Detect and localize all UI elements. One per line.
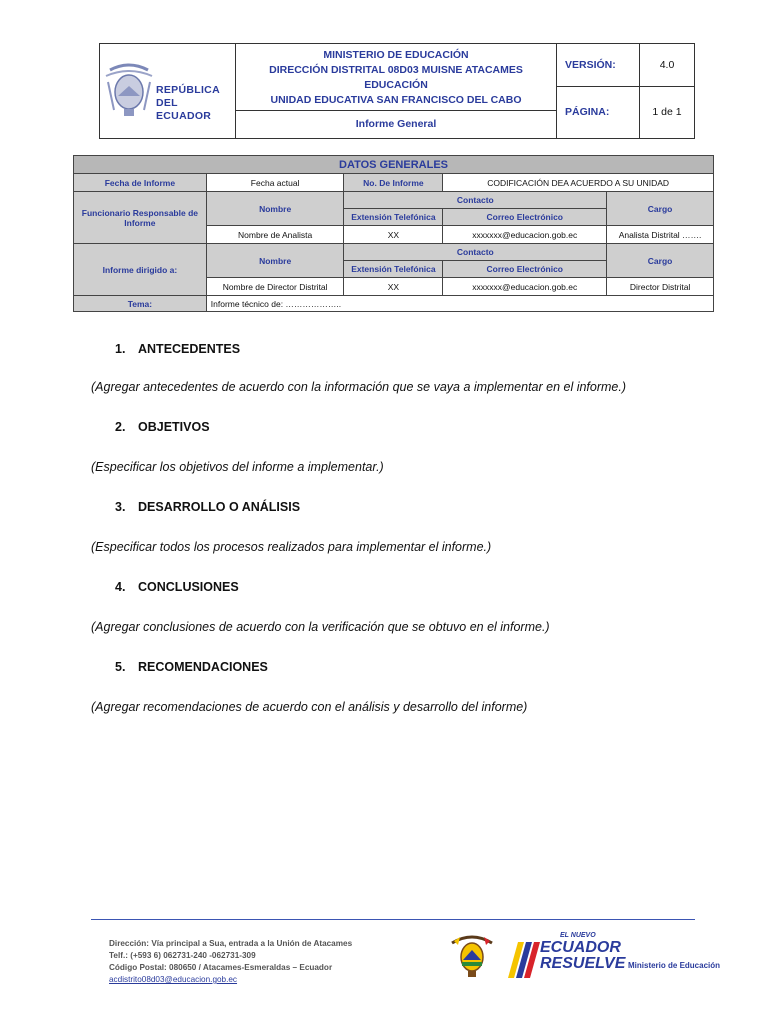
section-heading: OBJETIVOS (138, 420, 210, 434)
section-body-desarrollo: (Especificar todos los procesos realizados para implementar el informe.) (91, 540, 492, 554)
section-title-objetivos (115, 420, 210, 434)
brand-wordmark (540, 932, 625, 972)
dirigido-contacto-header: Contacto (344, 244, 607, 261)
document-header (99, 43, 695, 139)
footer-address (109, 938, 352, 986)
section-title-desarrollo (115, 500, 300, 514)
section-heading: RECOMENDACIONES (138, 660, 268, 674)
institution-line-1: MINISTERIO DE EDUCACIÓN (323, 49, 469, 61)
logo-cell (100, 44, 236, 138)
institution-names (236, 44, 556, 111)
tema-value: Informe técnico de: ……………….. (206, 296, 713, 312)
section-heading: CONCLUSIONES (138, 580, 239, 594)
dirigido-extension-header: Extensión Telefónica (344, 261, 443, 278)
doc-type: Informe General (355, 118, 437, 130)
no-informe-value: CODIFICACIÓN DEA ACUERDO A SU UNIDAD (443, 174, 714, 192)
fecha-value: Fecha actual (206, 174, 344, 192)
section-title-conclusiones (115, 580, 239, 594)
funcionario-extension-header: Extensión Telefónica (344, 209, 443, 226)
section-body-recomendaciones: (Agregar recomendaciones de acuerdo con el análisis y desarrollo del informe) (91, 700, 528, 714)
footer-email-link[interactable]: acdistrito08d03@educacion.gob.ec (109, 975, 238, 984)
address-line-3: Código Postal: 080650 / Atacames-Esmeraldas – Ecuador (109, 963, 333, 972)
footer-divider (91, 919, 695, 920)
director-extension: XX (344, 278, 443, 296)
address-line-2: Telf.: (+593 6) 062731-240 -062731-309 (109, 951, 256, 960)
logo-line-2: DEL ECUADOR (156, 97, 212, 122)
datos-generales-table (73, 155, 714, 312)
director-correo: xxxxxxx@educacion.gob.ec (443, 278, 607, 296)
ministry-name: Ministerio de Educación (628, 961, 721, 970)
tema-label: Tema: (74, 296, 207, 312)
page-label: PÁGINA: (557, 87, 640, 138)
no-informe-label: No. De Informe (344, 174, 443, 192)
section-number: 4. (115, 580, 126, 594)
funcionario-nombre-header: Nombre (206, 192, 344, 226)
section-body-objetivos: (Especificar los objetivos del informe a implementar.) (91, 460, 384, 474)
ecuador-coat-of-arms-color-icon (450, 933, 494, 979)
brand-line-1: ECUADOR (540, 939, 621, 956)
dirigido-correo-header: Correo Electrónico (443, 261, 607, 278)
section-number: 2. (115, 420, 126, 434)
address-line-1: Dirección: Vía principal a Sua, entrada a la Unión de Atacames (109, 939, 353, 948)
dirigido-label: Informe dirigido a: (74, 244, 207, 296)
brand-line-2: RESUELVE (540, 955, 626, 972)
fecha-label: Fecha de Informe (74, 174, 207, 192)
section-heading: ANTECEDENTES (138, 342, 241, 356)
dirigido-nombre-header: Nombre (206, 244, 344, 278)
ecuador-coat-of-arms-icon (104, 62, 154, 120)
funcionario-label: Funcionario Responsable de Informe (74, 192, 207, 244)
institution-cell (236, 44, 557, 138)
version-label: VERSIÓN: (557, 44, 640, 87)
funcionario-correo-header: Correo Electrónico (443, 209, 607, 226)
institution-line-3: EDUCACIÓN (364, 79, 428, 91)
section-number: 3. (115, 500, 126, 514)
section-title-recomendaciones (115, 660, 268, 674)
section-number: 1. (115, 342, 126, 356)
version-value: 4.0 (640, 44, 694, 87)
analista-correo: xxxxxxx@educacion.gob.ec (443, 226, 607, 244)
funcionario-contacto-header: Contacto (344, 192, 607, 209)
analista-nombre: Nombre de Analista (206, 226, 344, 244)
logo-text (156, 84, 235, 123)
brand-small: EL NUEVO (560, 932, 596, 939)
section-heading: DESARROLLO O ANÁLISIS (138, 500, 301, 514)
institution-line-2: DIRECCIÓN DISTRITAL 08D03 MUISNE ATACAMES (269, 64, 523, 76)
analista-extension: XX (344, 226, 443, 244)
director-nombre: Nombre de Director Distrital (206, 278, 344, 296)
analista-cargo: Analista Distrital ……. (607, 226, 714, 244)
dirigido-cargo-header: Cargo (607, 244, 714, 278)
section-body-antecedentes: (Agregar antecedentes de acuerdo con la información que se vaya a implementar en el informe.) (91, 380, 627, 394)
section-body-conclusiones: (Agregar conclusiones de acuerdo con la verificación que se obtuvo en el informe.) (91, 620, 550, 634)
section-title-antecedentes (115, 342, 240, 356)
page-value: 1 de 1 (652, 106, 682, 118)
funcionario-cargo-header: Cargo (607, 192, 714, 226)
section-number: 5. (115, 660, 126, 674)
institution-line-4: UNIDAD EDUCATIVA SAN FRANCISCO DEL CABO (270, 94, 522, 106)
logo-line-1: REPÚBLICA (156, 84, 220, 96)
director-cargo: Director Distrital (607, 278, 714, 296)
table-title: DATOS GENERALES (74, 156, 714, 174)
